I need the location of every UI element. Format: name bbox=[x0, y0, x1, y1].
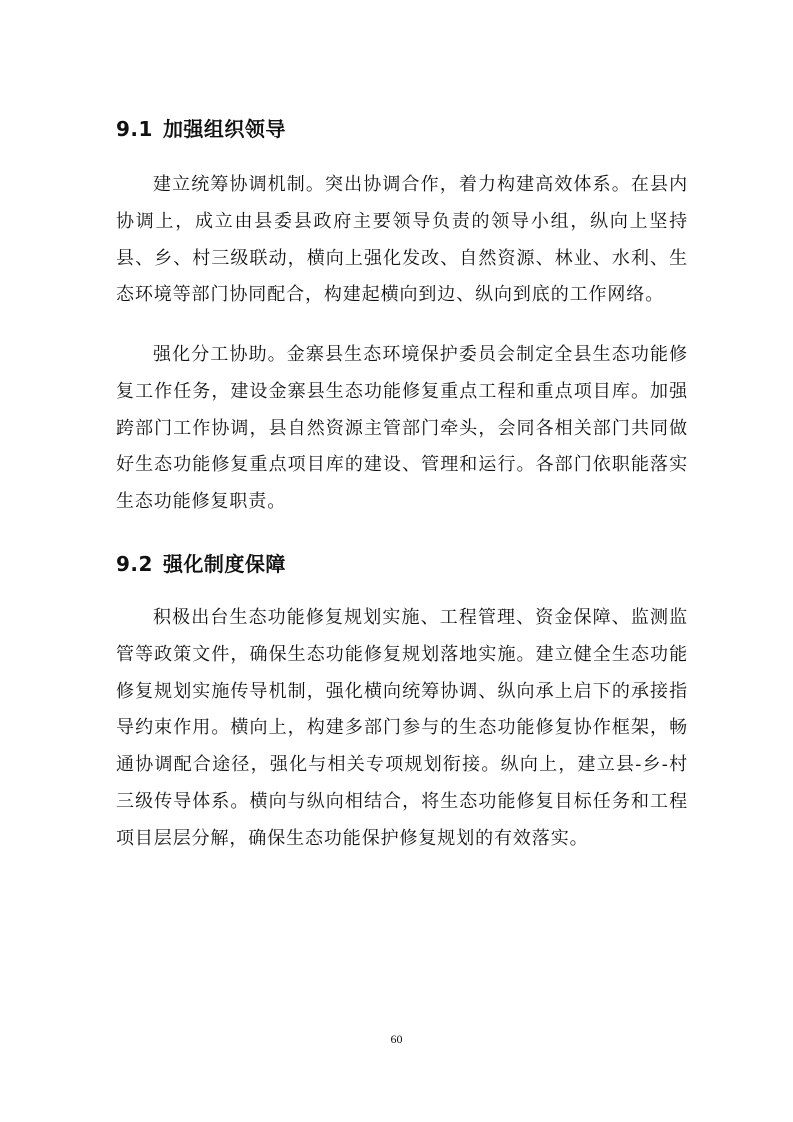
section-number: 9.2 bbox=[116, 552, 153, 576]
page-number: 60 bbox=[390, 1032, 403, 1046]
section-heading-9-1 bbox=[116, 115, 286, 143]
section-title: 强化制度保障 bbox=[162, 552, 286, 576]
section-heading-9-2 bbox=[116, 550, 286, 578]
paragraph: 强化分工协助。金寨县生态环境保护委员会制定全县生态功能修复工作任务，建设金寨县生态功能修复重点工程和重点项目库。加强跨部门工作协调，县自然资源主管部门牵头，会同各相关部门共同做好生态功能修复重点项目库的建设、管理和运行。各部门依职能落实生态功能修复职责。 bbox=[116, 344, 688, 513]
paragraph: 积极出台生态功能修复规划实施、工程管理、资金保障、监测监管等政策文件，确保生态功能修复规划落地实施。建立健全生态功能修复规划实施传导机制，强化横向统筹协调、纵向承上启下的承接指导约束作用。横向上，构建多部门参与的生态功能修复协作框架，畅通协调配合途径，强化与相关专项规划衔接。纵向上，建立县-乡-村三级传导体系。横向与纵向相结合，将生态功能修复目标任务和工程项目层层分解，确保生态功能保护修复规划的有效落实。 bbox=[116, 607, 688, 849]
paragraph: 建立统筹协调机制。突出协调合作，着力构建高效体系。在县内协调上，成立由县委县政府主要领导负责的领导小组，纵向上坚持县、乡、村三级联动，横向上强化发改、自然资源、林业、水利、生态环境等部门协同配合，构建起横向到边、纵向到底的工作网络。 bbox=[116, 174, 688, 306]
section-number: 9.1 bbox=[116, 117, 153, 141]
section-title: 加强组织领导 bbox=[162, 117, 286, 141]
